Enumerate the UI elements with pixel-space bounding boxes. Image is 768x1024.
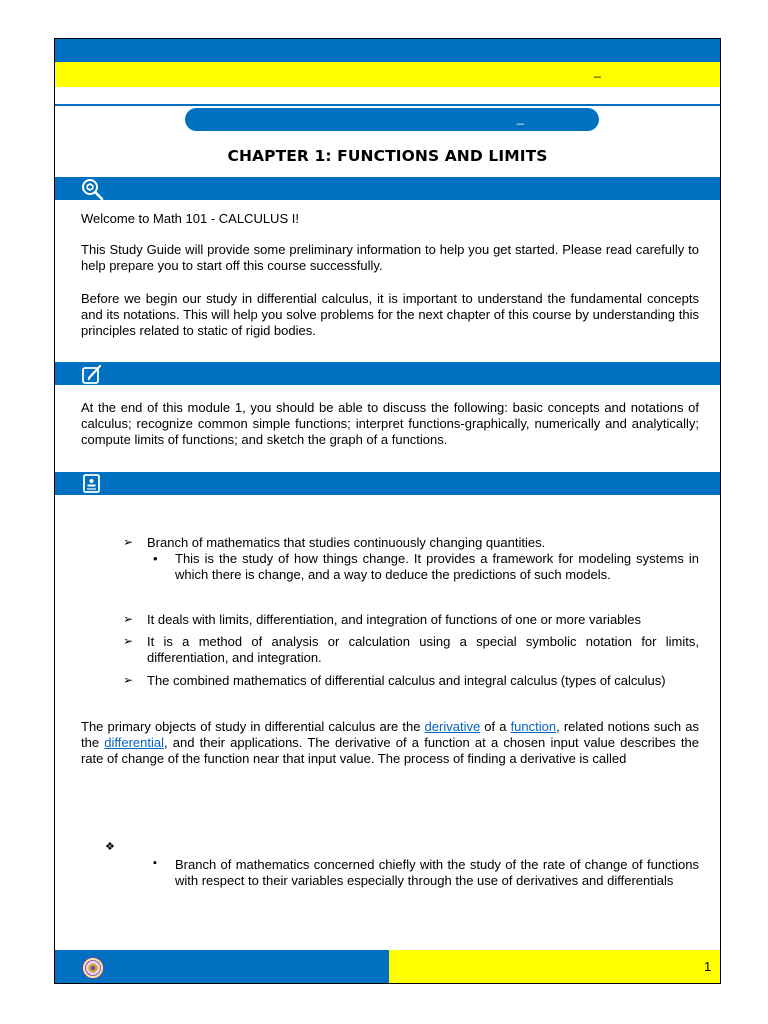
primary-text: of a	[480, 719, 511, 734]
function-link[interactable]: function	[510, 719, 557, 734]
footer-yellow-band	[389, 950, 721, 984]
header-rule	[55, 104, 720, 106]
university-seal-icon	[82, 957, 104, 979]
list-item: This is the study of how things change. It provides a framework for modeling systems in which there is change, and a way to deduce the predictions of such models.	[175, 551, 699, 582]
pill-dash: _	[517, 111, 524, 125]
header-blue-band	[55, 39, 720, 62]
primary-text: The primary objects of study in differential calculus are the	[81, 719, 425, 734]
document-page	[54, 38, 721, 984]
section-bar-overview	[55, 177, 720, 200]
magnifier-icon	[80, 178, 104, 200]
edit-icon	[80, 363, 104, 385]
header-yellow-band	[55, 62, 720, 87]
before-paragraph: Before we begin our study in differential calculus, it is important to understand the fundamental concepts and its notations. This will help you solve problems for the next chapter of this course by understanding this principles related to static of rigid bodies.	[81, 291, 699, 338]
differential-link[interactable]: differential	[104, 735, 165, 750]
list-item: The combined mathematics of differential calculus and integral calculus (types of calculus)	[147, 673, 666, 688]
primary-text: , related notions such as the	[81, 719, 699, 750]
footer-blue-band	[55, 950, 389, 984]
arrow-bullet: ➢	[123, 535, 134, 549]
welcome-text: Welcome to Math 101 - CALCULUS I!	[81, 211, 299, 226]
page-number: 1	[704, 959, 712, 974]
header-dash: _	[594, 64, 601, 78]
chapter-title: CHAPTER 1: FUNCTIONS AND LIMITS	[227, 147, 548, 165]
list-item: Branch of mathematics that studies continuously changing quantities.	[147, 535, 546, 550]
dot-bullet: •	[153, 551, 158, 566]
arrow-bullet: ➢	[123, 612, 134, 626]
section-bar-content	[55, 472, 720, 495]
primary-paragraph	[81, 719, 699, 767]
list-item: It is a method of analysis or calculation using a special symbolic notation for limits, differentiation, and integration.	[147, 634, 699, 665]
derivative-link[interactable]: derivative	[424, 719, 481, 734]
guide-paragraph: This Study Guide will provide some preliminary information to help you get started. Please read carefully to help prepare you to start off this course successfully.	[81, 242, 699, 273]
diamond-bullet: ❖	[105, 841, 115, 853]
contact-card-icon	[80, 473, 104, 495]
differential-definition: Branch of mathematics concerned chiefly with the study of the rate of change of functions with respect to their variables especially through the use of derivatives and differentials	[175, 857, 699, 888]
section-bar-objectives	[55, 362, 720, 385]
objectives-paragraph: At the end of this module 1, you should be able to discuss the following: basic concepts and notations of calculus; recognize common simple functions; interpret functions-graphically, numerically and analytically; compute limits of functions; and sketch the graph of a functions.	[81, 400, 699, 447]
arrow-bullet: ➢	[123, 634, 134, 648]
header-pill	[185, 108, 599, 131]
arrow-bullet: ➢	[123, 673, 134, 687]
square-bullet: ▪	[153, 857, 157, 869]
primary-text: , and their applications. The derivative of a function at a chosen input value describes the rate of change of the function near that input value. The process of finding a derivative is called	[81, 735, 699, 766]
list-item: It deals with limits, differentiation, and integration of functions of one or more variables	[147, 612, 642, 627]
